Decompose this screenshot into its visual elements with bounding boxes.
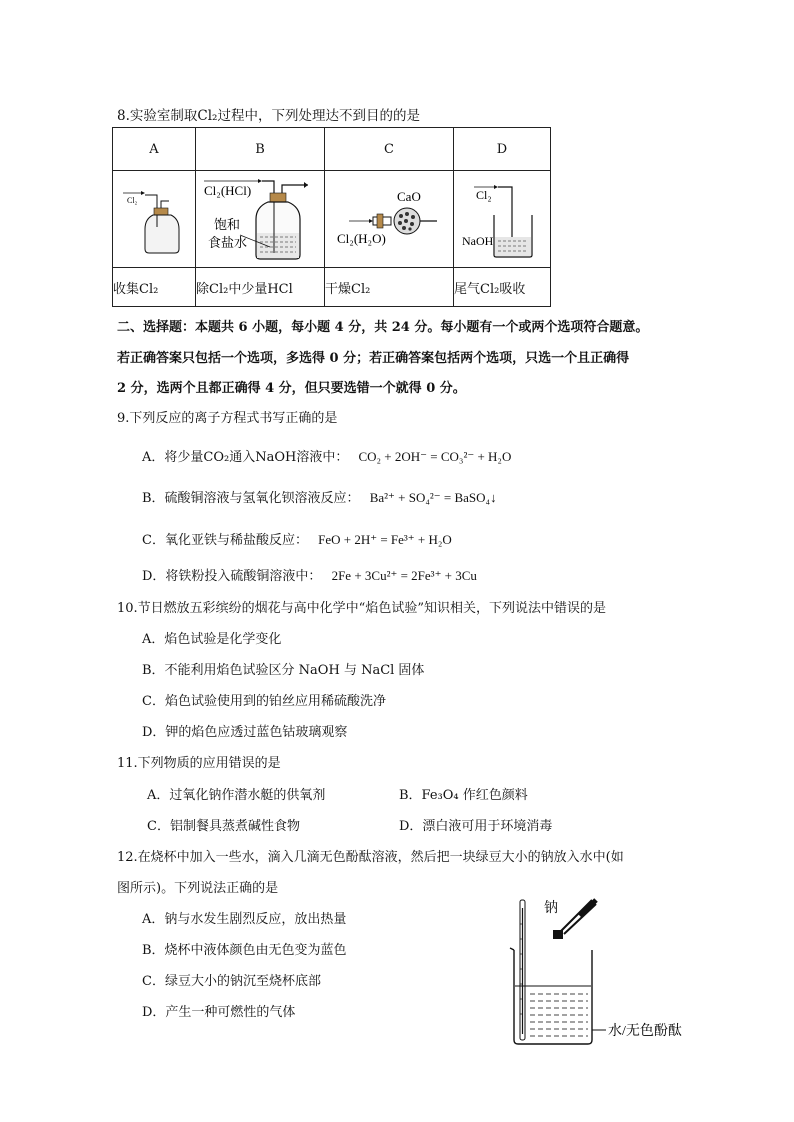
q8-label-d: 尾气Cl₂吸收 (454, 268, 551, 307)
q8-label-b: 除Cl₂中少量HCl (196, 268, 325, 307)
sodium-beaker-figure (500, 894, 700, 1054)
q12-option-b: B．烧杯中液体颜色由无色变为蓝色 (142, 943, 347, 958)
water-label: 水/无色酚酞 (608, 1024, 682, 1039)
q11-option-d: D．漂白液可用于环境消毒 (399, 819, 553, 834)
q10-stem: 10.节日燃放五彩缤纷的烟花与高中化学中“焰色试验”知识相关，下列说法中错误的是 (117, 601, 606, 616)
q12-option-c: C．绿豆大小的钠沉至烧杯底部 (142, 974, 321, 989)
q9-option-b-equation: Ba²⁺ + SO₄²⁻ = BaSO₄↓ (369, 490, 497, 505)
q8-figure-b (196, 171, 325, 268)
q9-option-c-text: C．氧化亚铁与稀盐酸反应： (142, 533, 308, 548)
q9-option-b-text: B．硫酸铜溶液与氢氧化钡溶液反应： (142, 491, 360, 506)
q8-stem: 8.实验室制取Cl₂过程中，下列处理达不到目的的是 (117, 108, 420, 124)
q8-header-b: B (196, 128, 325, 171)
q9-option-a (142, 446, 511, 465)
q11-option-b: B．Fe₃O₄ 作红色颜料 (399, 788, 528, 803)
q10-option-c: C．焰色试验使用到的铂丝应用稀硫酸洗净 (142, 694, 386, 709)
gas-bottle-b-figure (196, 171, 324, 263)
reagent-label-c: CaO (397, 189, 421, 204)
q9-option-d (142, 565, 477, 584)
sodium-block-icon (553, 930, 563, 939)
q12-option-d: D．产生一种可燃性的气体 (142, 1005, 296, 1020)
q9-option-d-text: D．将铁粉投入硫酸铜溶液中： (142, 569, 322, 584)
drying-tube-c-figure (325, 171, 453, 263)
liquid-label-d: NaOH (462, 234, 494, 248)
q12-option-a: A．钠与水发生剧烈反应，放出热量 (142, 912, 347, 927)
beaker-d-figure (454, 171, 550, 263)
q9-option-d-equation: 2Fe + 3Cu²⁺ = 2Fe³⁺ + 3Cu (331, 568, 477, 583)
section-2-line-2: 若正确答案只包括一个选项，多选得 0 分；若正确答案包括两个选项，只选一个且正确得 (117, 351, 630, 366)
gas-label-d: Cl₂ (476, 188, 492, 202)
q9-option-c-equation: FeO + 2H⁺ = Fe³⁺ + H₂O (318, 532, 452, 547)
q12-stem-1: 12.在烧杯中加入一些水，滴入几滴无色酚酞溶液，然后把一块绿豆大小的钠放入水中(如 (117, 850, 624, 865)
q11-stem: 11.下列物质的应用错误的是 (117, 756, 281, 771)
q8-label-a: 收集Cl₂ (113, 268, 196, 307)
section-2-line-1: 二、选择题：本题共 6 小题，每小题 4 分，共 24 分。每小题有一个或两个选项符合题意。 (117, 320, 649, 335)
q8-label-c: 干燥Cl₂ (325, 268, 454, 307)
liquid-label-b2: 食盐水 (208, 235, 248, 250)
gas-bottle-a-figure (113, 171, 195, 263)
liquid-label-b1: 饱和 (214, 217, 241, 232)
q8-header-d: D (454, 128, 551, 171)
section-2-line-3: 2 分，选两个且都正确得 4 分，但只要选错一个就得 0 分。 (117, 381, 466, 396)
q10-option-b: B．不能利用焰色试验区分 NaOH 与 NaCl 固体 (142, 663, 425, 678)
q12-stem-2: 图所示)。下列说法正确的是 (117, 881, 279, 896)
q8-table (112, 127, 551, 307)
q8-figure-d (454, 171, 551, 268)
q8-figure-c (325, 171, 454, 268)
q10-option-d: D．钾的焰色应透过蓝色钴玻璃观察 (142, 725, 348, 740)
q10-option-a: A．焰色试验是化学变化 (142, 632, 282, 647)
q11-option-a: A．过氧化钠作潜水艇的供氧剂 (147, 788, 326, 803)
q9-stem: 9.下列反应的离子方程式书写正确的是 (117, 411, 338, 426)
q9-option-a-equation: CO₂ + 2OH⁻ = CO₃²⁻ + H₂O (358, 449, 512, 464)
q9-option-c (142, 529, 452, 548)
gas-label-b: Cl₂(HCl) (204, 183, 252, 198)
gas-label-a: Cl₂ (127, 196, 138, 205)
gas-label-c: Cl₂(H₂O) (337, 231, 386, 246)
q8-header-a: A (113, 128, 196, 171)
q11-option-c: C．铝制餐具蒸煮碱性食物 (147, 819, 300, 834)
q9-option-b (142, 487, 497, 506)
sodium-label: 钠 (544, 901, 558, 916)
q8-header-c: C (325, 128, 454, 171)
q9-option-a-text: A．将少量CO₂通入NaOH溶液中： (142, 450, 349, 465)
q8-figure-a (113, 171, 196, 268)
